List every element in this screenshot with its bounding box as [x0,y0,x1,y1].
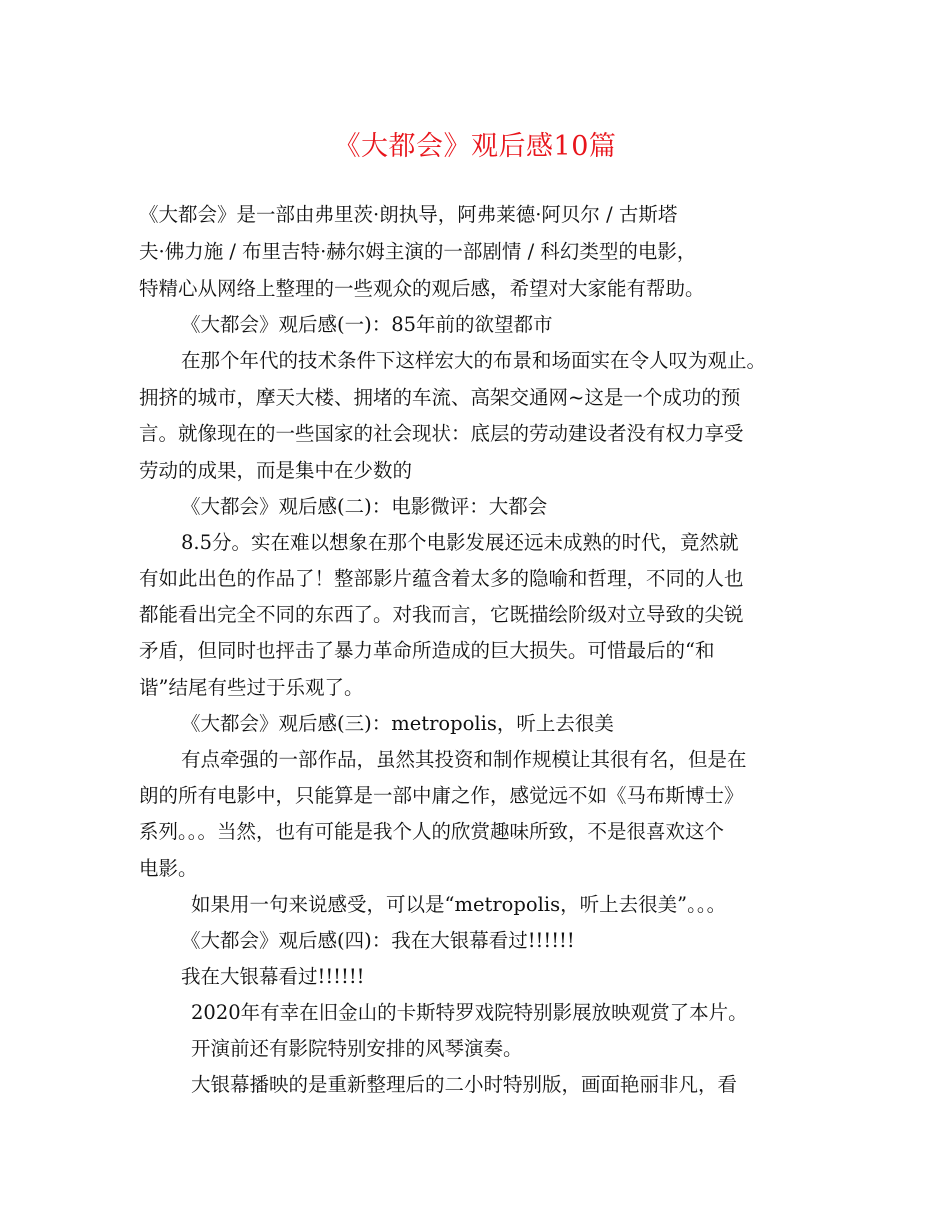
paragraph-line: 我在大银幕看过!!!!!! [181,965,365,988]
document-title: 《大都会》观后感10篇 [333,131,617,162]
paragraph-line: 有如此出色的作品了！整部影片蕴含着太多的隐喻和哲理，不同的人也 [139,567,744,590]
paragraph-line: 系列。。。当然，也有可能是我个人的欣赏趣味所致，不是很喜欢这个 [139,820,725,843]
section-heading: 《大都会》观后感(三)：metropolis，听上去很美 [181,712,614,735]
section-heading: 《大都会》观后感(二)：电影微评：大都会 [181,495,548,518]
section-heading: 《大都会》观后感(一)：85年前的欲望都市 [181,313,553,336]
paragraph-line: 开演前还有影院特别安排的风琴演奏。 [191,1037,523,1060]
paragraph-line: 大银幕播映的是重新整理后的二小时特别版，画面艳丽非凡，看 [191,1073,738,1096]
paragraph-line: 劳动的成果，而是集中在少数的 [139,459,413,482]
paragraph-line: 矛盾，但同时也抨击了暴力革命所造成的巨大损失。可惜最后的“和 [139,639,715,662]
paragraph-line: 有点牵强的一部作品，虽然其投资和制作规模让其很有名，但是在 [181,748,747,771]
paragraph-line: 《大都会》是一部由弗里茨·朗执导，阿弗莱德·阿贝尔 / 古斯塔 [139,203,678,226]
paragraph-line: 都能看出完全不同的东西了。对我而言，它既描绘阶级对立导致的尖锐 [139,603,744,626]
paragraph-line: 谐”结尾有些过于乐观了。 [139,676,364,699]
paragraph-line: 电影。 [139,857,198,880]
paragraph-line: 在那个年代的技术条件下这样宏大的布景和场面实在令人叹为观止。 [181,349,767,372]
paragraph-line: 言。就像现在的一些国家的社会现状：底层的劳动建设者没有权力享受 [139,422,744,445]
paragraph-line: 特精心从网络上整理的一些观众的观后感，希望对大家能有帮助。 [139,277,705,300]
paragraph-line: 如果用一句来说感受，可以是“metropolis，听上去很美”。。。 [191,893,727,916]
paragraph-line: 夫·佛力施 / 布里吉特·赫尔姆主演的一部剧情 / 科幻类型的电影， [139,240,697,263]
paragraph-line: 拥挤的城市，摩天大楼、拥堵的车流、高架交通网~这是一个成功的预 [139,386,741,409]
paragraph-line: 朗的所有电影中，只能算是一部中庸之作，感觉远不如《马布斯博士》 [139,784,744,807]
paragraph-line: 8.5分。实在难以想象在那个电影发展还远未成熟的时代，竟然就 [181,531,739,554]
section-heading: 《大都会》观后感(四)：我在大银幕看过!!!!!! [181,929,575,952]
paragraph-line: 2020年有幸在旧金山的卡斯特罗戏院特别影展放映观赏了本片。 [191,1001,748,1024]
